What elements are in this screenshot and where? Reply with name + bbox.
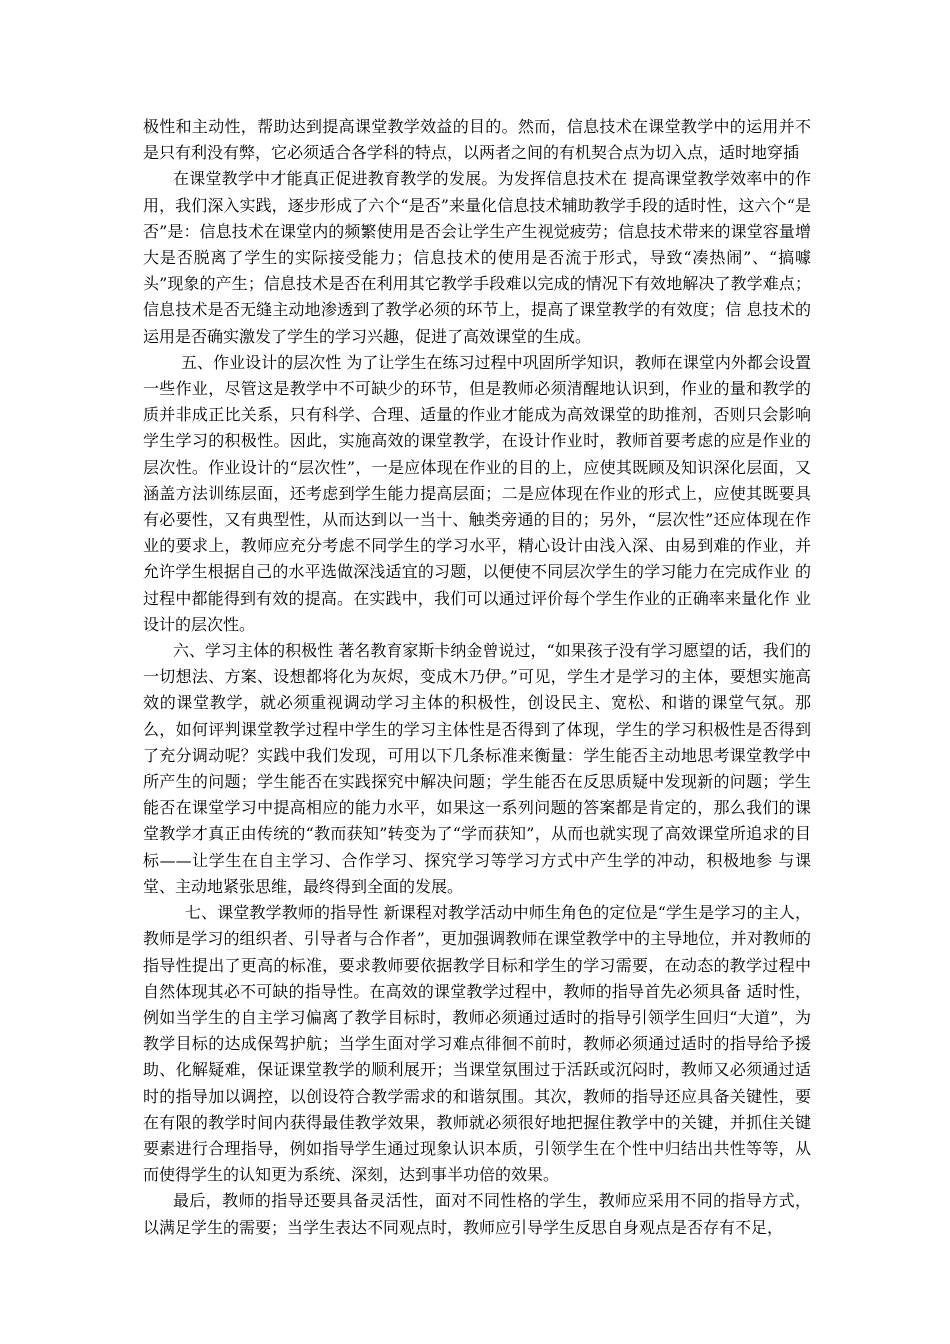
paragraph-continuation: 极性和主动性，帮助达到提高课堂教学效益的目的。然而，信息技术在课堂教学中的运用并不是只有利没有弊，它必须适合各学科的特点，以两者之间的有机契合点为切入点，适时地穿插 — [143, 117, 811, 163]
paragraph-info-tech-criteria: 在课堂教学中才能真正促进教育教学的发展。为发挥信息技术在 提高课堂教学效率中的作用，我们深入实践，逐步形成了六个“是否”来量化信息技术辅助教学手段的适时性，这六个“是否”是：信息技术在课堂内的频繁使用是否会让学生产生视觉疲劳；信息技术带来的课堂容量增大是否脱离了学生的实际接受能力；信息技术的使用是否流于形式，导致“凑热闹”、“搞噱头”现象的产生；信息技术是否在利用其它教学手段难以完成的情况下有效地解决了教学难点；信息技术是否无缝主动地渗透到了教学必须的环节上，提高了课堂教学的有效度；信 息技术的运用是否确实激发了学生的学习兴趣，促进了高效课堂的生成。 — [143, 169, 811, 346]
paragraph-section-five-homework: 五、作业设计的层次性 为了让学生在练习过程中巩固所学知识，教师在课堂内外都会设置一些作业，尽管这是教学中不可缺少的环节，但是教师必须清醒地认识到，作业的量和教学的质并非成正比关系，只有科学、合理、适量的作业才能成为高效课堂的助推剂，否则只会影响学生学习的积极性。因此，实施高效的课堂教学，在设计作业时，教师首要考虑的应是作业的层次性。作业设计的“层次性”，一是应体现在作业的目的上，应使其既顾及知识深化层面，又涵盖方法训练层面，还考虑到学生能力提高层面；二是应体现在作业的形式上，应使其既要具有必要性，又有典型性，从而达到以一当十、触类旁通的目的；另外，“层次性”还应体现在作业的要求上，教师应充分考虑不同学生的学习水平，精心设计由浅入深、由易到难的作业，并允许学生根据自己的水平选做深浅适宜的习题，以便使不同层次学生的学习能力在完成作业 的过程中都能得到有效的提高。在实践中，我们可以通过评价每个学生作业的正确率来量化作 业设计的层次性。 — [143, 352, 811, 634]
paragraph-flexibility: 最后，教师的指导还要具备灵活性，面对不同性格的学生，教师应采用不同的指导方式，以满足学生的需要；当学生表达不同观点时，教师应引导学生反思自身观点是否存有不足， — [143, 1191, 811, 1237]
paragraph-section-six-learner: 六、学习主体的积极性 著名教育家斯卡纳金曾说过，“如果孩子没有学习愿望的话，我们的一切想法、方案、设想都将化为灰烬，变成木乃伊。”可见，学生才是学习的主体，要想实施高效的课堂教学，就必须重视调动学习主体的积极性，创设民主、宽松、和谐的课堂气氛。那么，如何评判课堂教学过程中学生的学习主体性是否得到了体现，学生的学习积极性是否得到了充分调动呢？实践中我们发现，可用以下几条标准来衡量：学生能否主动地思考课堂教学中所产生的问题；学生能否在实践探究中解决问题；学生能否在反思质疑中发现新的问题；学生能否在课堂学习中提高相应的能力水平，如果这一系列问题的答案都是肯定的，那么我们的课堂教学才真正由传统的“教而获知”转变为了“学而获知”，从而也就实现了高效课堂所追求的目标——让学生在自主学习、合作学习、探究学习等学习方式中产生学的冲动，积极地参 与课堂、主动地紧张思维，最终得到全面的发展。 — [143, 641, 811, 896]
paragraph-section-seven-teacher: 七、课堂教学教师的指导性 新课程对教学活动中师生角色的定位是“学生是学习的主人，教师是学习的组织者、引导者与合作者”，更加强调教师在课堂教学中的主导地位，并对教师的指导性提出了更高的标准，要求教师要依据教学目标和学生的学习需要，在动态的教学过程中自然体现其必不可缺的指导性。在高效的课堂教学过程中，教师的指导首先必须具备 适时性，例如当学生的自主学习偏离了教学目标时，教师必须通过适时的指导引领学生回归“大道”，为教学目标的达成保驾护航；当学生面对学习难点徘徊不前时，教师必须通过适时的指导给予援助、化解疑难，保证课堂教学的顺利展开；当课堂氛围过于活跃或沉闷时，教师又必须通过适时的指导加以调控，以创设符合教学需求的和谐氛围。其次，教师的指导还应具备关键性，要在有限的教学时间内获得最佳教学效果，教师就必须很好地把握住教学中的关键，并抓住关键要素进行合理指导，例如指导学生通过现象认识本质，引领学生在个性中归结出共性等等，从而使得学生的认知更为系统、深刻，达到事半功倍的效果。 — [143, 903, 811, 1185]
document-body — [143, 114, 811, 1241]
